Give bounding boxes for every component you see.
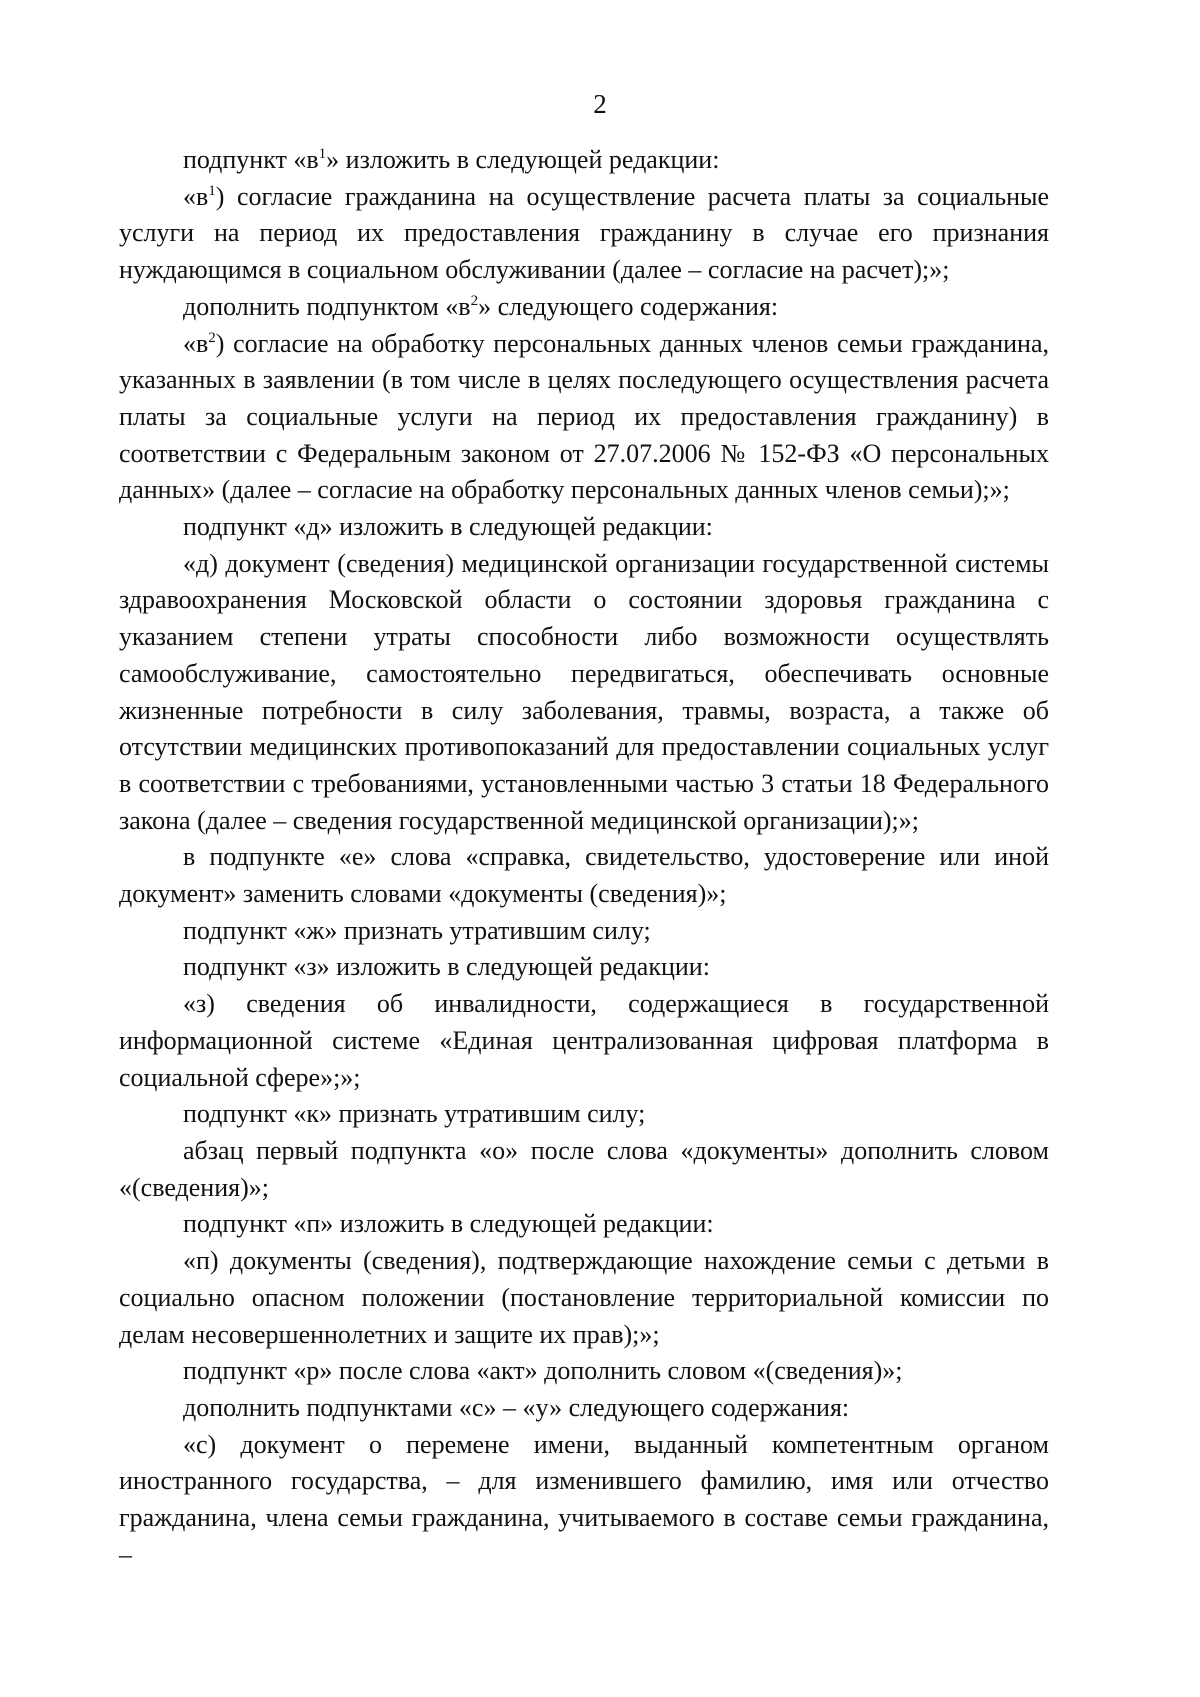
paragraph-text: дополнить подпунктами «с» – «у» следующего содержания: [183,1392,850,1422]
paragraph-text-continued: ) согласие на обработку персональных данных членов семьи гражданина, указанных в заявлении (в том числе в целях последующего осуществления расчета платы за социальные услуги на период их предоставления гражданину) в соответствии с Федеральным законом от 27.07.2006 № 152-ФЗ «О персональных данных» (далее – согласие на обработку персональных данных членов семьи);»; [119,328,1049,505]
paragraph [119,1427,1049,1574]
paragraph-text: «в [183,328,209,358]
paragraph [119,289,1049,326]
paragraph-text: подпункт «п» изложить в следующей редакции: [183,1209,714,1239]
paragraph [119,1390,1049,1427]
paragraph [119,142,1049,179]
paragraph-text-continued: » следующего содержания: [478,291,779,321]
paragraph-text: подпункт «р» после слова «акт» дополнить словом «(сведения)»; [183,1356,903,1386]
paragraph [119,839,1049,912]
paragraph [119,986,1049,1096]
paragraph [119,179,1049,289]
paragraph-text: дополнить подпунктом «в [183,291,471,321]
paragraph [119,1353,1049,1390]
paragraph-text: подпункт «к» признать утратившим силу; [183,1099,646,1129]
paragraph-text: «д) документ (сведения) медицинской организации государственной системы здравоохранения Московской области о состоянии здоровья гражданина с указанием степени утраты способности либо возможности осуществлять самообслуживание, самостоятельно передвигаться, обеспечивать основные жизненные потребности в силу заболевания, травмы, возраста, а также об отсутствии медицинских противопоказаний для предоставлении социальных услуг в соответствии с требованиями, установленными частью 3 статьи 18 Федерального закона (далее – сведения государственной медицинской организации);»; [119,548,1049,835]
paragraph-text: «с) документ о перемене имени, выданный компетентным органом иностранного государства, – для изменившего фамилию, имя или отчество гражданина, члена семьи гражданина, учитываемого в составе семьи гражданина, – [119,1429,1049,1569]
paragraph-text: подпункт «ж» признать утратившим силу; [183,915,651,945]
paragraph [119,949,1049,986]
paragraph-text: «п) документы (сведения), подтверждающие нахождение семьи с детьми в социально опасном положении (постановление территориальной комиссии по делам несовершеннолетних и защите их прав);»; [119,1246,1049,1349]
superscript-index: 2 [470,292,479,309]
paragraph [119,1096,1049,1133]
superscript-index: 2 [208,329,216,346]
paragraph-text: подпункт «з» изложить в следующей редакции: [183,952,710,982]
paragraph [119,1133,1049,1206]
paragraph [119,326,1049,510]
paragraph [119,1243,1049,1353]
page-number: 2 [593,89,607,119]
paragraph-text-continued: » изложить в следующей редакции: [326,145,720,174]
paragraph [119,546,1049,840]
paragraph-text: подпункт «д» изложить в следующей редакции: [183,512,713,542]
superscript-index: 1 [318,146,327,162]
superscript-index: 1 [208,182,216,199]
paragraph-text: абзац первый подпункта «о» после слова «документы» дополнить словом «(сведения)»; [119,1135,1049,1202]
paragraph-text-continued: ) согласие гражданина на осуществление расчета платы за социальные услуги на период их предоставления гражданину в случае его признания нуждающимся в социальном обслуживании (далее – согласие на расчет);»; [119,181,1049,285]
paragraph-text: «з) сведения об инвалидности, содержащиеся в государственной информационной системе «Единая централизованная цифровая платформа в социальной сфере»;»; [119,989,1049,1092]
paragraph [119,509,1049,546]
document-body [119,142,1049,1573]
paragraph [119,1206,1049,1243]
paragraph-text: в подпункте «е» слова «справка, свидетельство, удостоверение или иной документ» заменить словами «документы (сведения)»; [119,842,1049,909]
paragraph-text: подпункт «в [183,145,319,174]
paragraph [119,913,1049,950]
paragraph-text: «в [183,181,209,211]
